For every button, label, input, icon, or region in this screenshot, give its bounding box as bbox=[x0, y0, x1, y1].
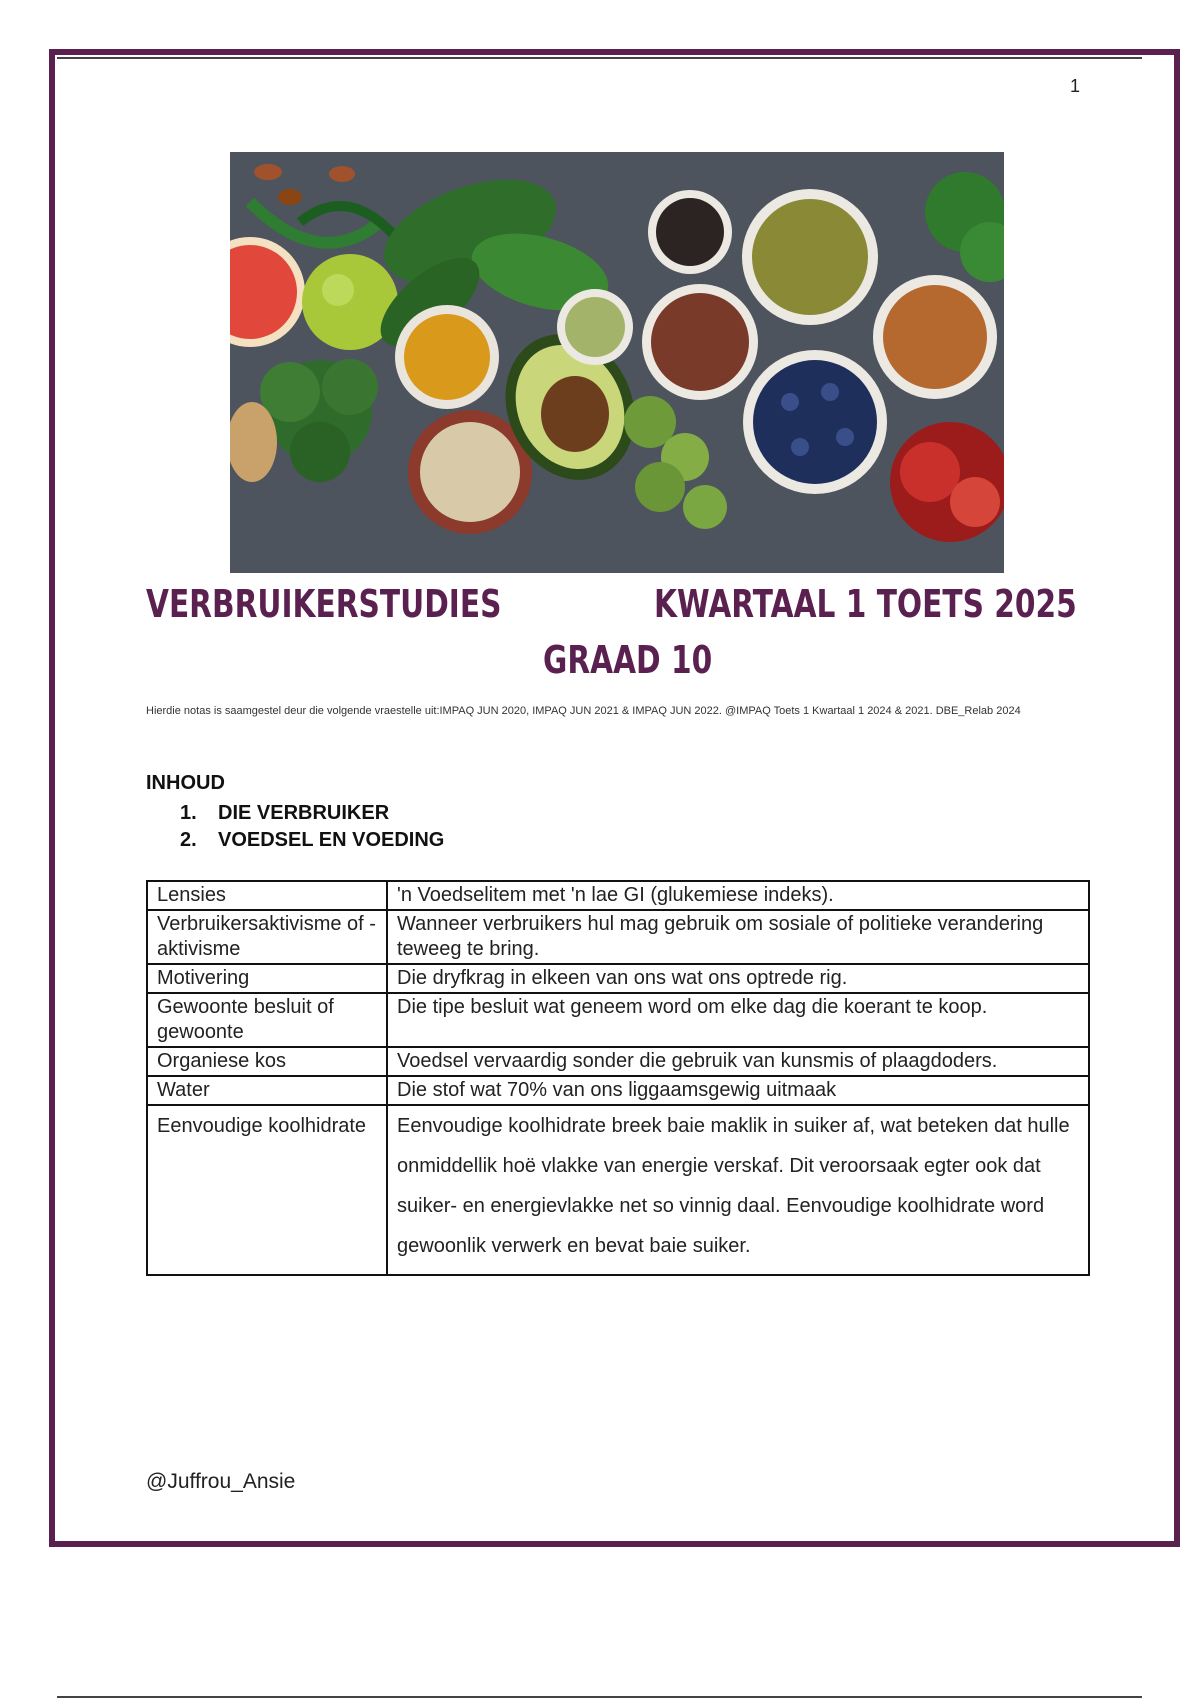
contents-item-label: DIE VERBRUIKER bbox=[218, 802, 390, 824]
glossary-term: Eenvoudige koolhidrate bbox=[147, 1105, 387, 1275]
contents-item-number: 2. bbox=[180, 829, 197, 851]
glossary-term: Water bbox=[147, 1076, 387, 1105]
glossary-term: Organiese kos bbox=[147, 1047, 387, 1076]
table-row bbox=[147, 881, 1089, 910]
top-rule bbox=[57, 57, 1142, 59]
table-row bbox=[147, 964, 1089, 993]
contents-item-label: VOEDSEL EN VOEDING bbox=[218, 829, 445, 851]
table-row bbox=[147, 1105, 1089, 1275]
glossary-term: Gewoonte besluit of gewoonte bbox=[147, 993, 387, 1047]
contents-item bbox=[180, 827, 444, 854]
glossary-definition: Die dryfkrag in elkeen van ons wat ons optrede rig. bbox=[387, 964, 1089, 993]
bottom-rule bbox=[57, 1696, 1142, 1698]
glossary-definition: Wanneer verbruikers hul mag gebruik om sosiale of politieke verandering teweeg te bring. bbox=[387, 910, 1089, 964]
source-note: Hierdie notas is saamgestel deur die volgende vraestelle uit:IMPAQ JUN 2020, IMPAQ JUN 2021 & IMPAQ JUN 2022. @IMPAQ Toets 1 Kwartaal 1 2024 & 2021. DBE_Relab 2024 bbox=[146, 705, 1021, 717]
glossary-term: Lensies bbox=[147, 881, 387, 910]
contents-heading: INHOUD bbox=[146, 772, 225, 794]
table-row bbox=[147, 1047, 1089, 1076]
subject-title: VERBRUIKERSTUDIES bbox=[146, 582, 502, 626]
glossary-definition: Die stof wat 70% van ons liggaamsgewig uitmaak bbox=[387, 1076, 1089, 1105]
glossary-definition: Die tipe besluit wat geneem word om elke dag die koerant te koop. bbox=[387, 993, 1089, 1047]
contents-item bbox=[180, 800, 444, 827]
glossary-definition: Eenvoudige koolhidrate breek baie maklik in suiker af, wat beteken dat hulle onmiddellik hoë vlakke van energie verskaf. Dit veroorsaak egter ook dat suiker- en energievlakke net so vinnig daal. Eenvoudige koolhidrate word gewoonlik verwerk en bevat baie suiker. bbox=[387, 1105, 1089, 1275]
table-row bbox=[147, 1076, 1089, 1105]
glossary-term: Verbruikersaktivisme of -aktivisme bbox=[147, 910, 387, 964]
grade-title: GRAAD 10 bbox=[543, 638, 713, 682]
table-row bbox=[147, 910, 1089, 964]
hero-food-image bbox=[230, 152, 1004, 573]
glossary-definition: 'n Voedselitem met 'n lae GI (glukemiese indeks). bbox=[387, 881, 1089, 910]
page-number: 1 bbox=[1070, 76, 1081, 96]
glossary-table bbox=[146, 880, 1090, 1276]
footer-handle: @Juffrou_Ansie bbox=[146, 1470, 296, 1493]
food-illustration bbox=[230, 152, 1004, 573]
table-row bbox=[147, 993, 1089, 1047]
glossary-term: Motivering bbox=[147, 964, 387, 993]
contents-list bbox=[180, 800, 444, 854]
test-title: KWARTAAL 1 TOETS 2025 bbox=[654, 582, 1077, 626]
contents-item-number: 1. bbox=[180, 802, 197, 824]
glossary-definition: Voedsel vervaardig sonder die gebruik van kunsmis of plaagdoders. bbox=[387, 1047, 1089, 1076]
